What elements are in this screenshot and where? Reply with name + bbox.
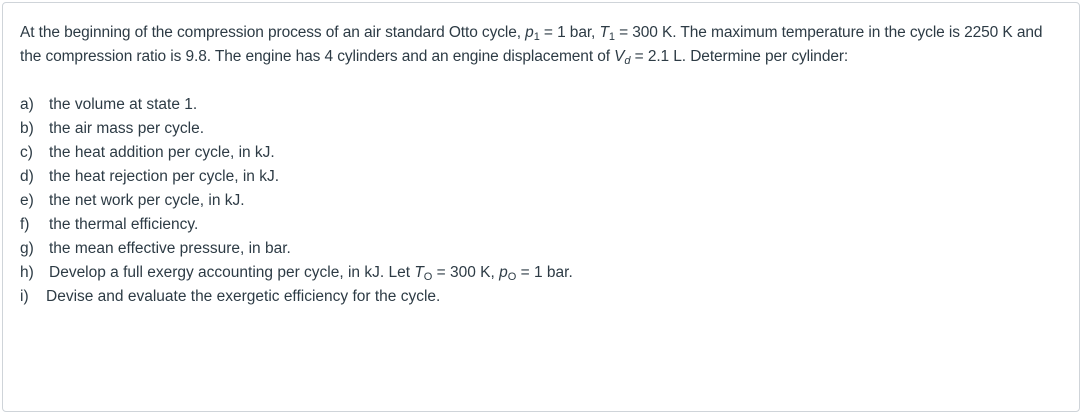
item-text bbox=[49, 261, 573, 285]
question-content bbox=[20, 21, 1060, 309]
item-text: Devise and evaluate the exergetic efficiency for the cycle. bbox=[46, 288, 441, 305]
intro-text-4: = 2.1 L. Determine per cylinder: bbox=[630, 48, 849, 65]
list-item bbox=[20, 237, 1060, 261]
item-text: the thermal efficiency. bbox=[49, 216, 199, 233]
list-item bbox=[20, 141, 1060, 165]
T0-subscript: O bbox=[423, 271, 433, 283]
p1-subscript: 1 bbox=[533, 31, 540, 43]
h-text-2: = 300 K, bbox=[432, 264, 500, 281]
item-letter: i) bbox=[20, 288, 29, 305]
item-letter: h) bbox=[20, 264, 34, 281]
question-list bbox=[20, 93, 1060, 309]
list-item bbox=[20, 213, 1060, 237]
item-letter: b) bbox=[20, 120, 34, 137]
list-item bbox=[20, 93, 1060, 117]
item-letter: e) bbox=[20, 192, 34, 209]
item-letter: a) bbox=[20, 96, 34, 113]
Vd-variable: V bbox=[614, 48, 625, 65]
list-item bbox=[20, 261, 1060, 285]
T1-variable: T bbox=[599, 24, 609, 41]
item-letter: g) bbox=[20, 240, 34, 257]
intro-text-2: = 1 bar, bbox=[539, 24, 600, 41]
T1-subscript: 1 bbox=[608, 31, 615, 43]
intro-text-1: At the beginning of the compression process of an air standard Otto cycle, bbox=[20, 24, 526, 41]
intro-text-3: = 300 K. The maximum temperature in the cycle is 2250 K and the compression ratio is 9.8. The engine has 4 cylinders and an engine displacement of bbox=[20, 24, 1043, 65]
item-letter: c) bbox=[20, 144, 33, 161]
list-item bbox=[20, 117, 1060, 141]
item-letter: d) bbox=[20, 168, 34, 185]
item-letter: f) bbox=[20, 216, 30, 233]
list-item bbox=[20, 285, 1060, 309]
item-text: the air mass per cycle. bbox=[49, 120, 205, 137]
list-item bbox=[20, 189, 1060, 213]
p0-variable: p bbox=[499, 264, 508, 281]
item-text: the mean effective pressure, in bar. bbox=[49, 240, 291, 257]
item-text: the volume at state 1. bbox=[49, 96, 198, 113]
list-item bbox=[20, 165, 1060, 189]
problem-statement bbox=[20, 21, 1060, 69]
item-text: the net work per cycle, in kJ. bbox=[49, 192, 245, 209]
Vd-subscript: d bbox=[624, 55, 631, 67]
question-card bbox=[2, 2, 1080, 412]
p1-variable: p bbox=[525, 24, 534, 41]
T0-variable: T bbox=[414, 264, 424, 281]
h-text-1: Develop a full exergy accounting per cycle, in kJ. Let bbox=[49, 264, 415, 281]
p0-subscript: O bbox=[507, 271, 517, 283]
item-text: the heat addition per cycle, in kJ. bbox=[49, 144, 275, 161]
item-text: the heat rejection per cycle, in kJ. bbox=[49, 168, 280, 185]
h-text-3: = 1 bar. bbox=[516, 264, 573, 281]
